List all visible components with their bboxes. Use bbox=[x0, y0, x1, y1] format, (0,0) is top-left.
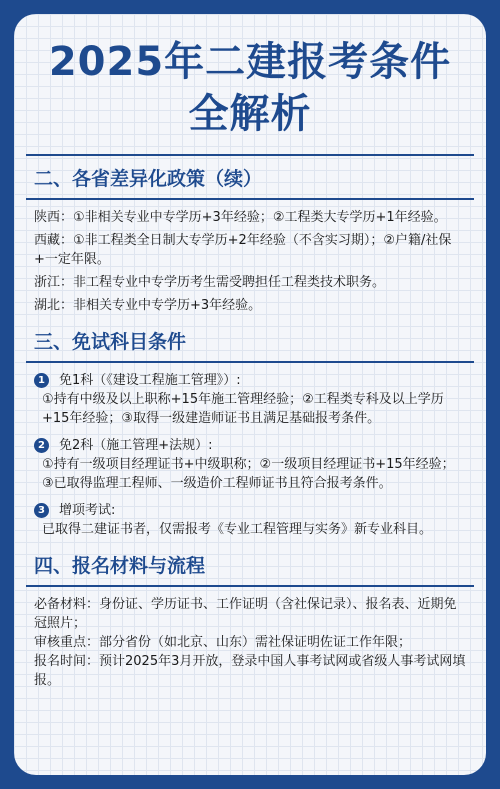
policy-shaanxi: 陕西：①非相关专业中专学历+3年经验；②工程类大专学历+1年经验。 bbox=[34, 210, 447, 225]
policy-hubei: 湖北：非相关专业中专学历+3年经验。 bbox=[34, 298, 262, 313]
section-divider bbox=[26, 198, 474, 200]
page-title: 2025年二建报考条件全解析 bbox=[48, 39, 452, 137]
materials-required: 必备材料：身份证、学历证书、工作证明（含社保记录）、报名表、近期免冠照片； bbox=[34, 597, 457, 631]
section-heading-exemption: 三、免试科目条件 bbox=[34, 331, 187, 353]
number-badge: 2 bbox=[34, 438, 49, 453]
exemption-item-3 bbox=[34, 501, 466, 539]
materials-review: 审核重点：部分省份（如北京、山东）需社保证明佐证工作年限； bbox=[34, 635, 412, 650]
policy-tibet: 西藏：①非工程类全日制大专学历+2年经验（不含实习期）；②户籍/社保+一定年限。 bbox=[34, 233, 452, 267]
exemption-item-1 bbox=[34, 371, 466, 428]
section-heading-materials: 四、报名材料与流程 bbox=[34, 555, 206, 577]
number-badge: 1 bbox=[34, 373, 49, 388]
exemption-item-title: 增项考试: bbox=[59, 503, 116, 518]
section-divider bbox=[26, 585, 474, 587]
section-divider bbox=[26, 361, 474, 363]
exemption-item-body: ①持有中级及以上职称+15年施工管理经验；②工程类专科及以上学历+15年经验；③取得一级建造师证书且满足基础报考条件。 bbox=[42, 392, 444, 426]
exemption-item-body: 已取得二建证书者，仅需报考《专业工程管理与实务》新专业科目。 bbox=[42, 522, 433, 537]
info-card bbox=[14, 14, 486, 775]
materials-list bbox=[14, 595, 486, 690]
policy-zhejiang: 浙江：非工程专业中专学历考生需受聘担任工程类技术职务。 bbox=[34, 275, 386, 290]
title-divider bbox=[26, 154, 474, 156]
exemption-item-body: ①持有一级项目经理证书+中级职称；②一级项目经理证书+15年经验；③已取得监理工程师、一级造价工程师证书且符合报考条件。 bbox=[42, 457, 455, 491]
materials-timeline: 报名时间：预计2025年3月开放，登录中国人事考试网或省级人事考试网填报。 bbox=[34, 654, 466, 688]
section-heading-provincial-policy: 二、各省差异化政策（续） bbox=[34, 168, 263, 190]
exemption-item-title: 免1科（《建设工程施工管理》）: bbox=[59, 373, 241, 388]
number-badge: 3 bbox=[34, 503, 49, 518]
exemption-item-2 bbox=[34, 436, 466, 493]
exemption-item-title: 免2科（施工管理+法规）: bbox=[59, 438, 213, 453]
